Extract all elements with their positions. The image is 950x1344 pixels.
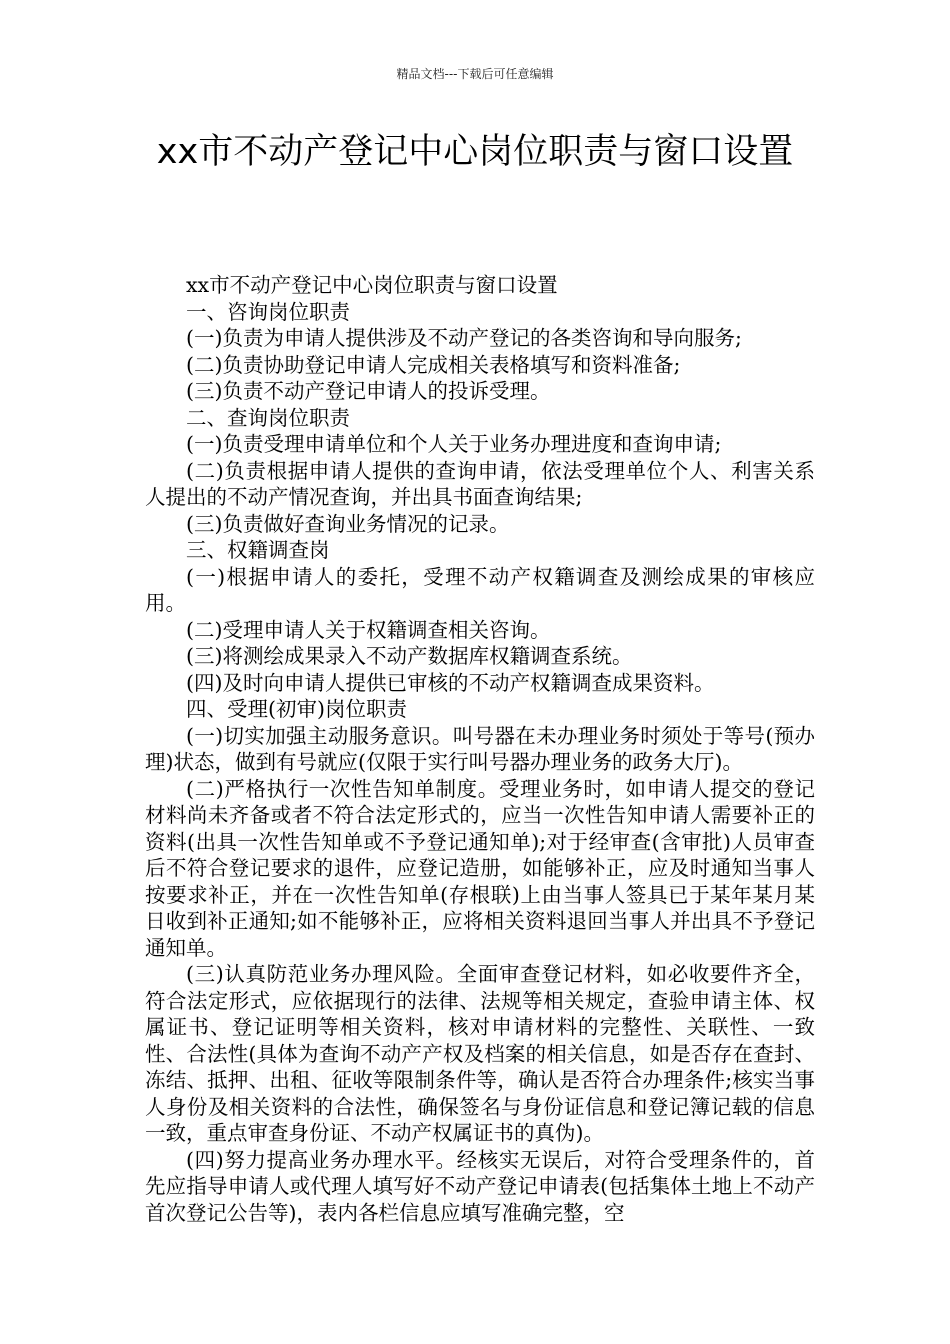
section-heading: 三、权籍调查岗 — [186, 538, 330, 562]
document-title: xx市不动产登记中心岗位职责与窗口设置 — [156, 132, 794, 172]
section-heading: 一、咨询岗位职责 — [186, 299, 350, 324]
paragraph: (四)努力提高业务办理水平。经核实无误后，对符合受理条件的，首先应指导申请人或代理人填写好不动产登记申请表(包括集体土地上不动产首次登记公告等)，表内各栏信息应填写准确完整，空 — [145, 1147, 815, 1225]
paragraph: (二)受理申请人关于权籍调查相关咨询。 — [186, 617, 551, 642]
paragraph: (二)负责协助登记申请人完成相关表格填写和资料准备; — [186, 352, 681, 377]
paragraph: (三)认真防范业务办理风险。全面审查登记材料，如必收要件齐全，符合法定形式，应依据现行的法律、法规等相关规定，查验申请主体、权属证书、登记证明等相关资料，核对申请材料的完整性、关联性、一致性、合法性(具体为查询不动产产权及档案的相关信息，如是否存在查封、冻结、抵押、出租、征收等限制条件等，确认是否符合办理条件;核实当事人身份及相关资料的合法性，确保签名与身份证信息和登记簿记载的信息一致，重点审查身份证、不动产权属证书的真伪)。 — [145, 962, 815, 1145]
section-heading: 二、查询岗位职责 — [186, 405, 350, 430]
section-heading: 四、受理(初审)岗位职责 — [186, 697, 407, 721]
document-body — [145, 272, 815, 1226]
paragraph: (一)根据申请人的委托，受理不动产权籍调查及测绘成果的审核应用。 — [145, 564, 815, 615]
paragraph: (一)切实加强主动服务意识。叫号器在未办理业务时须处于等号(预办理)状态，做到有号就应(仅限于实行叫号器办理业务的政务大厅)。 — [145, 723, 815, 774]
paragraph: (二)严格执行一次性告知单制度。受理业务时，如申请人提交的登记材料尚未齐备或者不符合法定形式的，应当一次性告知申请人需要补正的资料(出具一次性告知单或不予登记通知单);对于经审查(含审批)人员审查后不符合登记要求的退件，应登记造册，如能够补正，应及时通知当事人按要求补正，并在一次性告知单(存根联)上由当事人签具已于某年某月某日收到补正通知;如不能够补正，应将相关资料退回当事人并出具不予登记通知单。 — [145, 776, 815, 960]
paragraph: (二)负责根据申请人提供的查询申请，依法受理单位个人、利害关系人提出的不动产情况查询，并出具书面查询结果; — [145, 458, 815, 509]
paragraph: (一)负责为申请人提供涉及不动产登记的各类咨询和导向服务; — [186, 326, 742, 350]
paragraph: xx市不动产登记中心岗位职责与窗口设置 — [186, 273, 558, 297]
paragraph: (三)负责不动产登记申请人的投诉受理。 — [186, 379, 551, 403]
paragraph: (三)负责做好查询业务情况的记录。 — [186, 511, 510, 536]
paragraph: (一)负责受理申请单位和个人关于业务办理进度和查询申请; — [186, 432, 722, 456]
page-header-note: 精品文档---下载后可任意编辑 — [396, 67, 554, 81]
paragraph: (三)将测绘成果录入不动产数据库权籍调查系统。 — [186, 644, 633, 668]
paragraph: (四)及时向申请人提供已审核的不动产权籍调查成果资料。 — [186, 670, 715, 695]
